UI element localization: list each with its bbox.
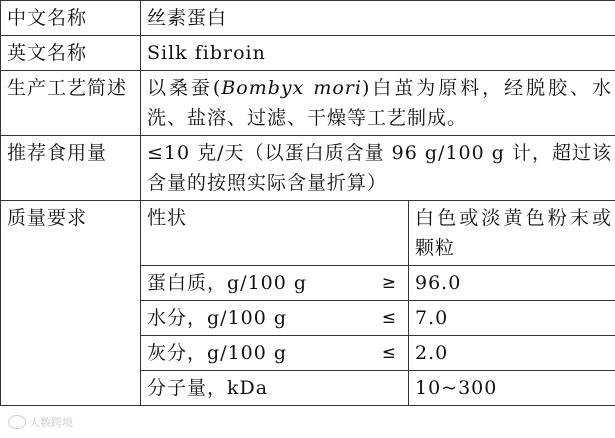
watermark — [8, 414, 73, 430]
process-text-post: )白茧为原料，经脱胶、水洗、盐溶、过滤、干燥等工艺制成。 — [147, 77, 613, 129]
quality-item-operator: ≥ — [381, 273, 397, 293]
value-english-name: Silk fibroin — [141, 36, 615, 71]
quality-item-name: 性状 — [141, 201, 409, 266]
label-dosage: 推荐食用量 — [1, 136, 141, 201]
watermark-text: 大数跨境 — [29, 416, 73, 429]
quality-item-name: 蛋白质，g/100 g — [147, 272, 308, 294]
row-process — [1, 71, 615, 136]
row-dosage — [1, 136, 615, 201]
quality-item-value: 白色或淡黄色粉末或颗粒 — [409, 201, 615, 266]
value-chinese-name: 丝素蛋白 — [141, 1, 615, 36]
quality-item-name: 分子量，kDa — [141, 371, 409, 406]
row-chinese-name — [1, 1, 615, 36]
quality-item-operator: ≤ — [381, 343, 397, 363]
watermark-logo-icon — [8, 415, 26, 429]
quality-item-operator: ≤ — [381, 308, 397, 328]
quality-item-value: 10~300 — [409, 371, 615, 406]
process-text-pre: 以桑蚕( — [147, 77, 222, 99]
label-process: 生产工艺简述 — [1, 71, 141, 136]
value-process — [141, 71, 615, 136]
value-dosage: ≤10 克/天（以蛋白质含量 96 g/100 g 计，超过该含量的按照实际含量折算） — [141, 136, 615, 201]
quality-item-cell — [141, 301, 409, 336]
row-quality-appearance — [1, 201, 615, 266]
label-english-name: 英文名称 — [1, 36, 141, 71]
quality-item-cell — [141, 336, 409, 371]
quality-item-value: 2.0 — [409, 336, 615, 371]
label-chinese-name: 中文名称 — [1, 1, 141, 36]
process-species-name: Bombyx mori — [221, 77, 362, 99]
quality-item-name: 灰分，g/100 g — [147, 342, 288, 364]
quality-item-value: 96.0 — [409, 266, 615, 301]
quality-item-value: 7.0 — [409, 301, 615, 336]
quality-item-name: 水分，g/100 g — [147, 307, 288, 329]
row-english-name — [1, 36, 615, 71]
label-quality: 质量要求 — [1, 201, 141, 406]
quality-item-cell — [141, 266, 409, 301]
